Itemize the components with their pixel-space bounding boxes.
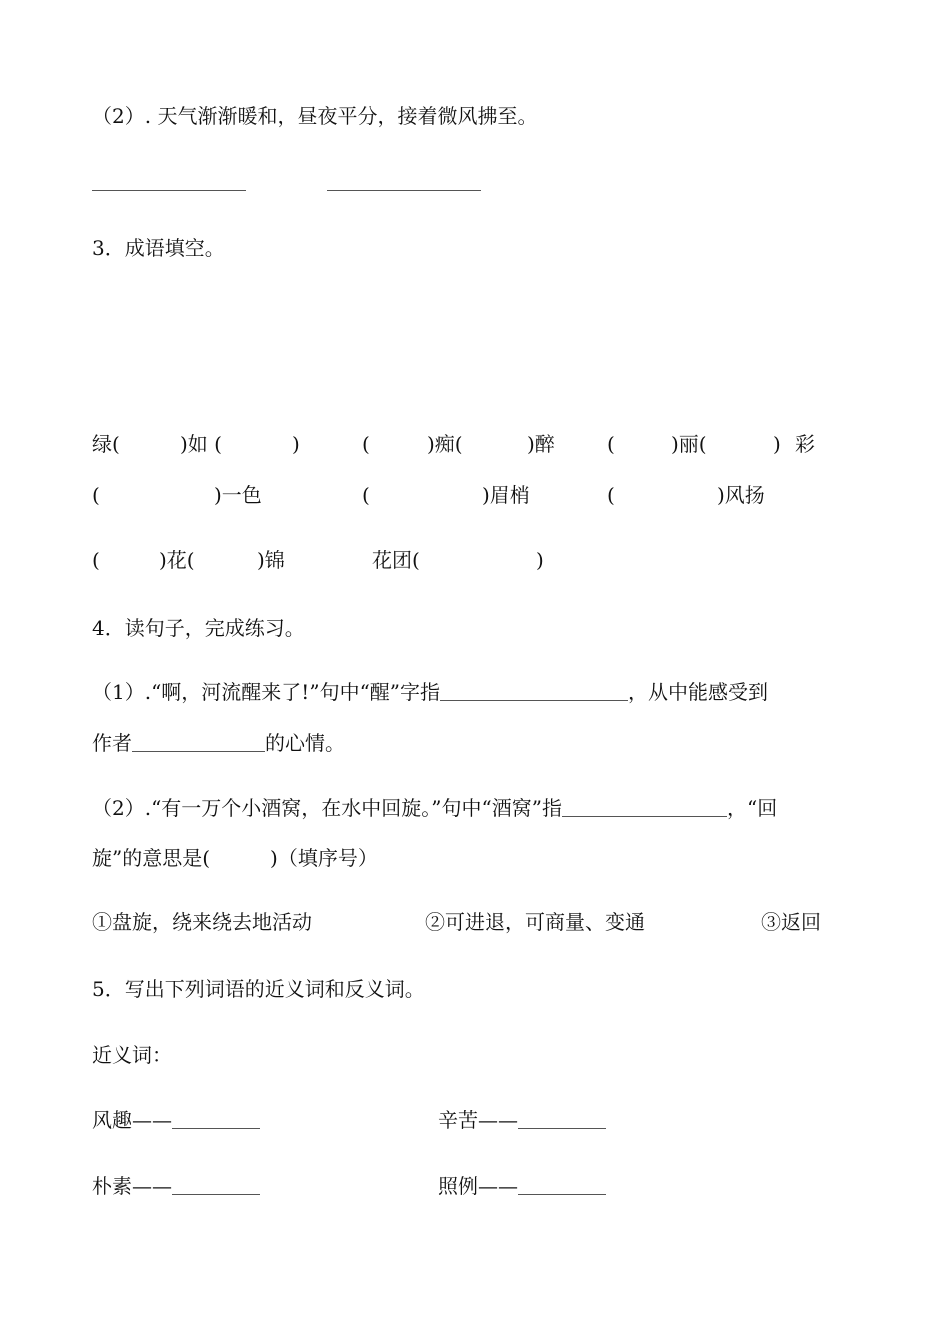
q3-row2-part: ( — [92, 483, 100, 507]
q4-item1-text-a: （1）.“啊，河流醒来了!”句中“醒”字指 — [92, 680, 441, 704]
q4-item1-answer-blank-2[interactable] — [132, 731, 265, 752]
q4-option-3: ③返回 — [761, 910, 821, 934]
q3-row2-part: ( — [362, 483, 370, 507]
q3-row1-part: ( — [362, 432, 370, 456]
q5-word: 风趣—— — [92, 1108, 172, 1132]
q4-item1-answer-blank-1[interactable] — [440, 680, 628, 701]
q3-heading: 3．成语填空。 — [92, 236, 225, 260]
q3-row3-part: )锦 — [257, 548, 285, 572]
q3-row1-part: )如 ( — [180, 432, 222, 456]
q5-word-item — [438, 1173, 606, 1199]
q5-word-item — [92, 1107, 260, 1133]
q3-row1-part: 彩 — [795, 432, 815, 456]
q5-answer-blank[interactable] — [172, 1174, 260, 1195]
q3-row3-part: 花团( — [372, 548, 420, 572]
q4-item2-text-b: ，“回 — [726, 796, 778, 820]
q3-row1-part: ) — [292, 432, 300, 456]
q4-item1-line2 — [92, 730, 345, 756]
q2-item2-answer-line-2[interactable] — [327, 190, 481, 191]
q4-item2-text-a: （2）.“有一万个小酒窝，在水中回旋。”句中“酒窝”指 — [92, 796, 562, 820]
q4-item1-text-c: 作者 — [92, 731, 132, 755]
q3-row3-part: ) — [536, 548, 544, 572]
q3-row1-part: ) — [773, 432, 781, 456]
q3-row3-part: ( — [92, 548, 100, 572]
q3-row2-part: )风扬 — [717, 483, 765, 507]
q3-row1-part: 绿( — [92, 432, 120, 456]
q3-row3-part: )花( — [159, 548, 195, 572]
q2-item2-text: （2）. 天气渐渐暖和，昼夜平分，接着微风拂至。 — [92, 104, 538, 128]
q3-row2-part: )一色 — [214, 483, 262, 507]
q5-word: 辛苦—— — [438, 1108, 518, 1132]
q5-word: 照例—— — [438, 1174, 518, 1198]
q4-option-1: ①盘旋，绕来绕去地活动 — [92, 910, 312, 934]
q5-answer-blank[interactable] — [518, 1174, 606, 1195]
q4-item1-text-b: ，从中能感受到 — [628, 680, 769, 704]
q2-item2-answer-line-1[interactable] — [92, 190, 246, 191]
q3-row1-part: )痴( — [427, 432, 463, 456]
q5-word-item — [438, 1107, 606, 1133]
q5-answer-blank[interactable] — [518, 1108, 606, 1129]
q4-item2-answer-blank[interactable] — [562, 796, 727, 817]
q4-item2-line2: 旋”的意思是( )（填序号） — [92, 846, 378, 870]
q5-answer-blank[interactable] — [172, 1108, 260, 1129]
q3-row1-part: )醉 — [527, 432, 555, 456]
q4-option-2: ②可进退，可商量、变通 — [425, 910, 645, 934]
q3-row2-part: )眉梢 — [482, 483, 530, 507]
q4-item1-line1 — [92, 679, 768, 705]
q3-row2-part: ( — [607, 483, 615, 507]
q4-item1-text-d: 的心情。 — [265, 731, 345, 755]
q5-heading: 5．写出下列词语的近义词和反义词。 — [92, 977, 425, 1001]
q4-heading: 4．读句子，完成练习。 — [92, 616, 305, 640]
q4-item2-line1 — [92, 795, 777, 821]
q5-word-item — [92, 1173, 260, 1199]
q3-row1-part: ( — [607, 432, 615, 456]
q3-row1-part: )丽( — [671, 432, 707, 456]
q5-synonym-label: 近义词： — [92, 1043, 172, 1067]
q5-word: 朴素—— — [92, 1174, 172, 1198]
